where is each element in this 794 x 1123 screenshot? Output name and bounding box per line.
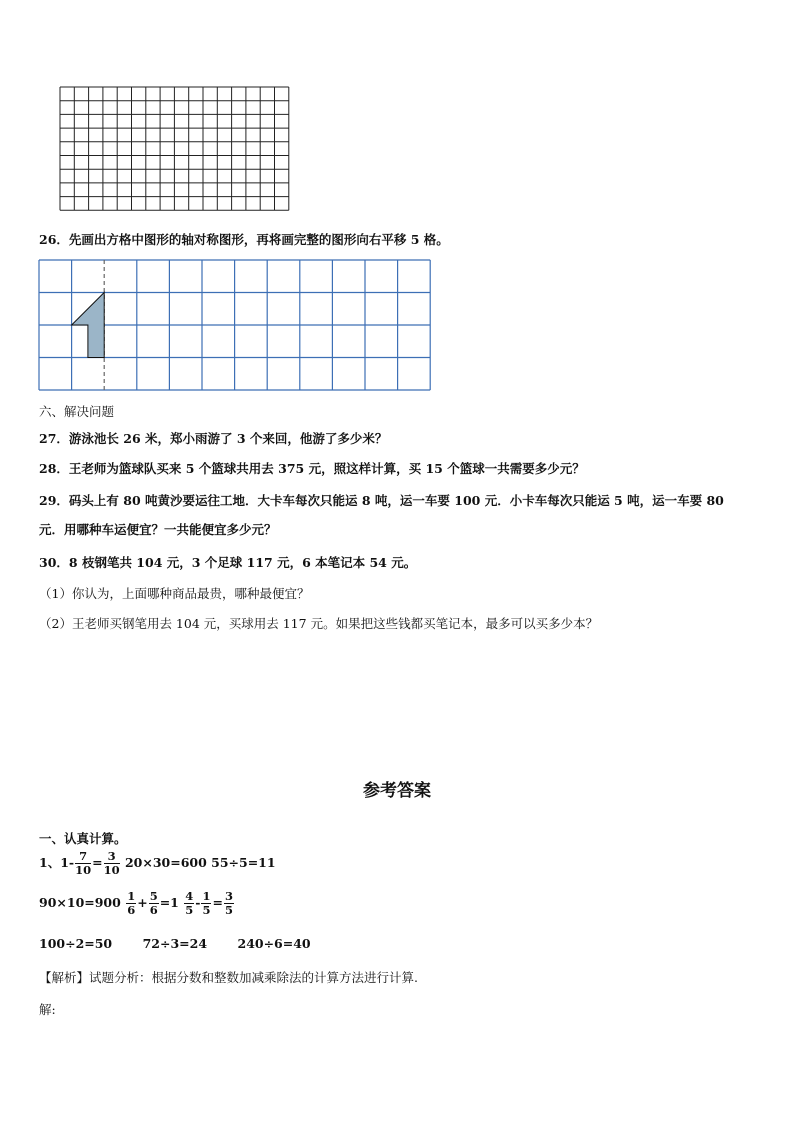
question-26: 26．先画出方格中图形的轴对称图形，再将画完整的图形向右平移 5 格。 <box>39 232 449 247</box>
question-30-part1: （1）你认为，上面哪种商品最贵，哪种最便宜？ <box>39 586 310 601</box>
square-grid-with-shape <box>38 259 432 393</box>
shape-figure <box>72 293 105 358</box>
fraction-5-6: $\frac{5}{6}$ <box>149 889 158 917</box>
fraction-1-5: $\frac{1}{5}$ <box>202 889 211 917</box>
question-30-part2: （2）王老师买钢笔用去 104 元，买球用去 117 元。如果把这些钱都买笔记本，最多可以买多少本？ <box>39 616 599 631</box>
fraction-3-10: $\frac{3}{10}$ <box>103 849 120 877</box>
question-30: 30．8 枝钢笔共 104 元，3 个足球 117 元，6 本笔记本 54 元。 <box>39 555 417 570</box>
section-heading-6: 六、解决问题 <box>39 404 115 419</box>
answer-line-2: 90×10=900 $\frac{1}{6}$ + $\frac{5}{6}$ =1 $\frac{4}{5}$ - $\frac{1}{5}$ = $\frac{3}{5}$ <box>39 889 233 917</box>
fraction-1-6: $\frac{1}{6}$ <box>127 889 136 917</box>
answer-line-3: 100÷2=50 72÷3=24 240÷6=40 <box>39 936 311 951</box>
fraction-4-5: $\frac{4}{5}$ <box>185 889 194 917</box>
question-29-line2: 元．用哪种车运便宜？一共能便宜多少元？ <box>39 522 277 537</box>
answers-section-1: 一、认真计算。 <box>39 831 127 846</box>
question-28: 28．王老师为篮球队买来 5 个篮球共用去 375 元，照这样计算，买 15 个篮球一共需要多少元？ <box>39 461 585 476</box>
square-grid-top <box>59 86 291 211</box>
answer-analysis: 【解析】试题分析：根据分数和整数加减乘除法的计算方法进行计算. <box>39 970 418 985</box>
answer-line-1: 1、1- $\frac{7}{10}$ = $\frac{3}{10}$ 20×30=600 55÷5=11 <box>39 849 276 877</box>
question-29-line1: 29．码头上有 80 吨黄沙要运往工地．大卡车每次只能运 8 吨，运一车要 100 元．小卡车每次只能运 5 吨，运一车要 80 <box>39 493 724 508</box>
answer-solution-label: 解: <box>39 1002 56 1017</box>
question-27: 27．游泳池长 26 米，郑小雨游了 3 个来回，他游了多少米？ <box>39 431 388 446</box>
fraction-7-10: $\frac{7}{10}$ <box>75 849 92 877</box>
answers-title: 参考答案 <box>363 781 431 801</box>
fraction-3-5: $\frac{3}{5}$ <box>224 889 233 917</box>
